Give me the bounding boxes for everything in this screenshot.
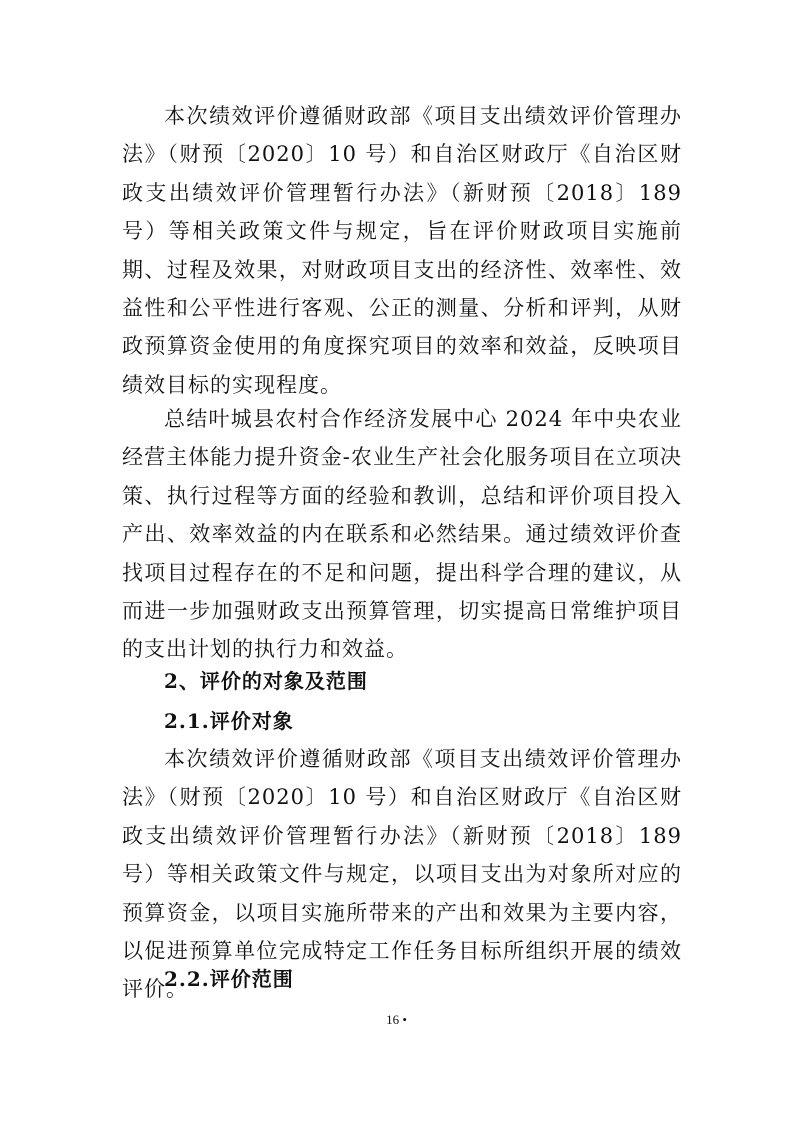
- subsection-heading-evaluation-scope: 2.2.评价范围: [164, 967, 294, 991]
- section-heading-object-and-scope: 2、评价的对象及范围: [164, 669, 368, 693]
- paragraph-evaluation-basis: 本次绩效评价遵循财政部《项目支出绩效评价管理办法》（财预〔2020〕10 号）和自治区财政厅《自治区财政支出绩效评价管理暂行办法》（新财预〔2018〕189 号）等相关政策文件与规定，旨在评价财政项目实施前期、过程及效果，对财政项目支出的经济性、效率性、效益性和公平性进行客观、公正的测量、分析和评判，从财政预算资金使用的角度探究项目的效率和效益，反映项目绩效目标的实现程度。: [122, 104, 682, 397]
- page-number: 16 •: [386, 1012, 407, 1027]
- paragraph-evaluation-object: 本次绩效评价遵循财政部《项目支出绩效评价管理办法》（财预〔2020〕10 号）和自治区财政厅《自治区财政支出绩效评价管理暂行办法》（新财预〔2018〕189 号）等相关政策文件与规定，以项目支出为对象所对应的预算资金，以项目实施所带来的产出和效果为主要内容，以促进预算单位完成特定工作任务目标所组织开展的绩效评价。: [122, 747, 682, 1002]
- paragraph-evaluation-summary: 总结叶城县农村合作经济发展中心 2024 年中央农业经营主体能力提升资金-农业生产社会化服务项目在立项决策、执行过程等方面的经验和教训，总结和评价项目投入产出、效率效益的内在联系和必然结果。通过绩效评价查找项目过程存在的不足和问题，提出科学合理的建议，从而进一步加强财政支出预算管理，切实提高日常维护项目的支出计划的执行力和效益。: [122, 407, 682, 662]
- subsection-heading-evaluation-object: 2.1.评价对象: [164, 709, 294, 733]
